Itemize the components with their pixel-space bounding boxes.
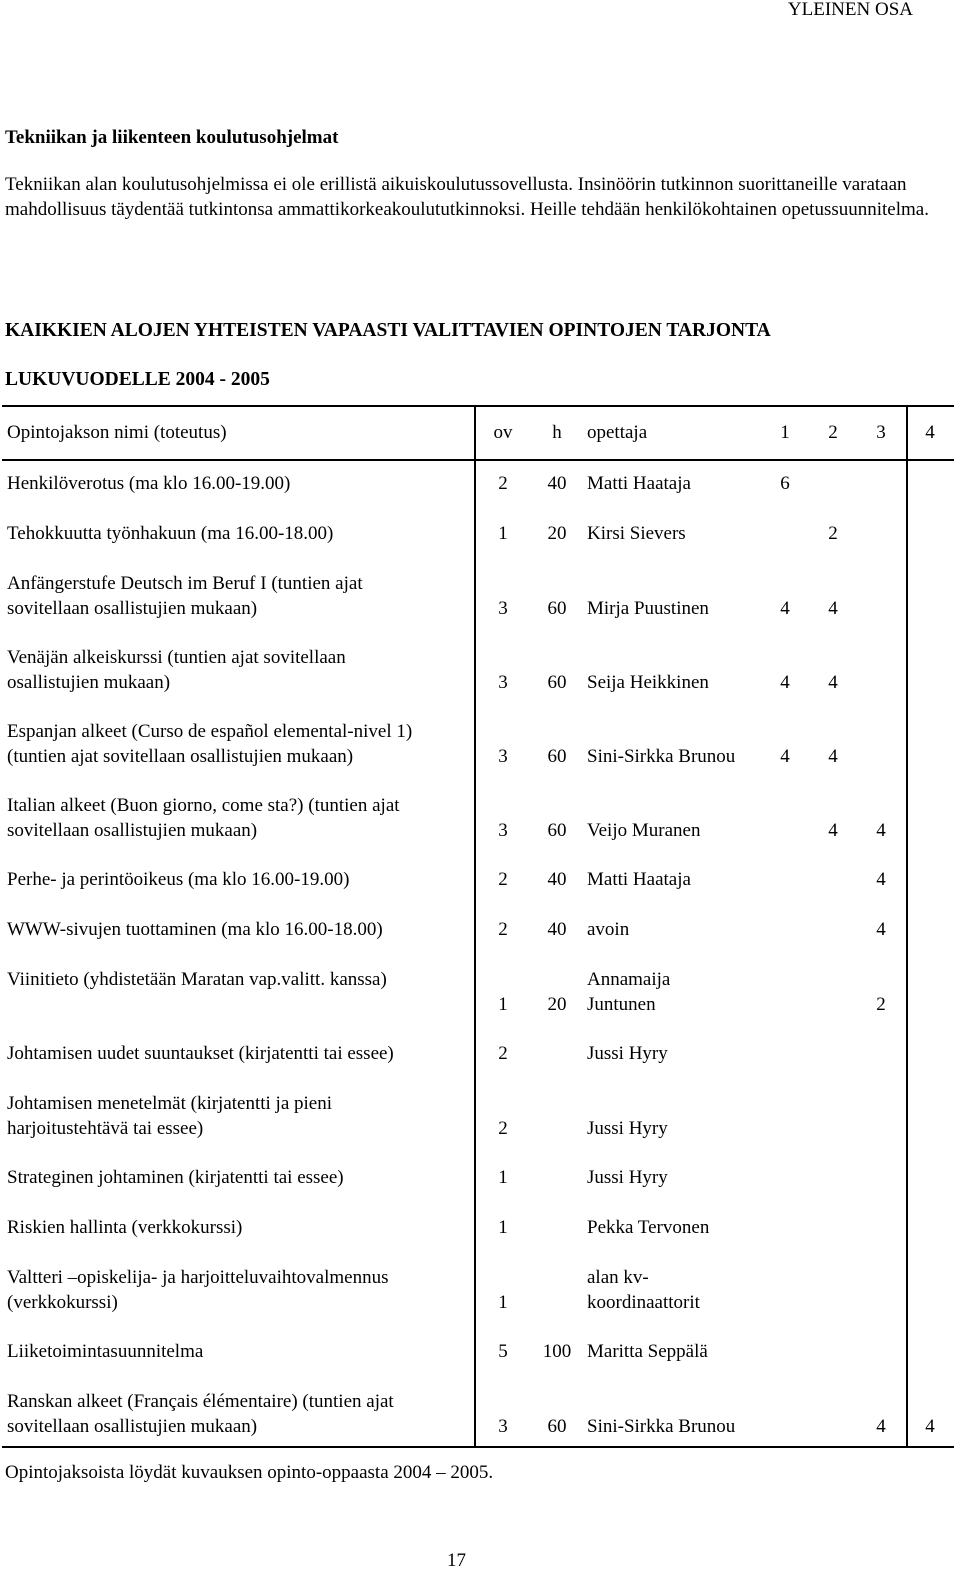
course-teacher: Veijo Muranen: [587, 819, 701, 841]
course-name: Italian alkeet (Buon giorno, come sta?) (tuntien ajat: [7, 795, 400, 816]
course-teacher: Sini-Sirkka Brunou: [587, 745, 736, 767]
period-2-value: 4: [828, 819, 838, 841]
course-teacher: Jussi Hyry: [587, 1117, 668, 1139]
course-credits: 1: [498, 1167, 508, 1188]
course-name: (verkkokurssi): [7, 1291, 118, 1313]
course-credits: 3: [498, 597, 508, 619]
course-credits: 2: [498, 869, 508, 890]
course-name: WWW-sivujen tuottaminen (ma klo 16.00-18.00): [7, 919, 383, 940]
course-teacher: Matti Haataja: [587, 473, 691, 494]
course-hours: 40: [547, 919, 567, 940]
course-credits: 1: [498, 523, 508, 544]
column-header-period-3: 3: [876, 422, 886, 443]
course-name: Espanjan alkeet (Curso de español elemental-nivel 1): [7, 721, 413, 742]
course-name: Valtteri –opiskelija- ja harjoitteluvaihtovalmennus: [7, 1267, 389, 1288]
course-name: Henkilöverotus (ma klo 16.00-19.00): [7, 473, 291, 494]
course-teacher: Matti Haataja: [587, 869, 691, 890]
period-3-value: 4: [876, 919, 886, 940]
course-name: Perhe- ja perintöoikeus (ma klo 16.00-19.00): [7, 869, 350, 890]
course-credits: 3: [498, 1415, 508, 1437]
course-name: Venäjän alkeiskurssi (tuntien ajat sovitellaan: [7, 647, 346, 668]
course-credits: 2: [498, 473, 508, 494]
course-credits: 2: [498, 1117, 508, 1139]
column-header-name: Opintojakson nimi (toteutus): [7, 422, 227, 443]
period-2-value: 2: [828, 523, 838, 544]
course-credits: 5: [498, 1341, 508, 1362]
course-teacher: Jussi Hyry: [587, 1043, 668, 1064]
column-header-h: h: [552, 422, 562, 443]
course-name: Tehokkuutta työnhakuun (ma 16.00-18.00): [7, 523, 334, 544]
course-credits: 1: [498, 993, 508, 1015]
period-3-value: 4: [876, 819, 886, 841]
course-credits: 3: [498, 819, 508, 841]
course-credits: 2: [498, 919, 508, 940]
course-teacher: Jussi Hyry: [587, 1167, 668, 1188]
period-3-value: 4: [876, 869, 886, 890]
column-divider: [474, 407, 476, 1446]
period-2-value: 4: [828, 597, 838, 619]
period-3-value: 4: [876, 1415, 886, 1437]
course-name: Riskien hallinta (verkkokurssi): [7, 1217, 243, 1238]
course-credits: 1: [498, 1217, 508, 1238]
period-4-value: 4: [925, 1415, 935, 1437]
period-1-value: 4: [780, 671, 790, 693]
course-hours: 60: [547, 819, 567, 841]
course-teacher: koordinaattorit: [587, 1291, 700, 1313]
column-divider: [906, 407, 908, 1446]
course-name: sovitellaan osallistujien mukaan): [7, 597, 258, 619]
course-name: Anfängerstufe Deutsch im Beruf I (tuntien ajat: [7, 573, 363, 594]
course-teacher: Kirsi Sievers: [587, 523, 686, 544]
course-name: Viinitieto (yhdistetään Maratan vap.valitt. kanssa): [7, 969, 387, 990]
period-2-value: 4: [828, 745, 838, 767]
course-name: Ranskan alkeet (Français élémentaire) (tuntien ajat: [7, 1391, 394, 1412]
footer-note: Opintojaksoista löydät kuvauksen opinto-oppaasta 2004 – 2005.: [5, 1462, 494, 1483]
period-3-value: 2: [876, 993, 886, 1015]
course-name: sovitellaan osallistujien mukaan): [7, 1415, 258, 1437]
course-teacher: Maritta Seppälä: [587, 1341, 708, 1362]
column-header-period-2: 2: [828, 422, 838, 443]
course-name: Johtamisen uudet suuntaukset (kirjatentti tai essee): [7, 1043, 394, 1064]
course-name: sovitellaan osallistujien mukaan): [7, 819, 258, 841]
course-hours: 60: [547, 1415, 567, 1437]
course-name: Johtamisen menetelmät (kirjatentti ja pieni: [7, 1093, 333, 1114]
course-hours: 20: [547, 523, 567, 544]
course-credits: 1: [498, 1291, 508, 1313]
offering-subheading: LUKUVUODELLE 2004 - 2005: [5, 369, 270, 390]
offering-heading: KAIKKIEN ALOJEN YHTEISTEN VAPAASTI VALITTAVIEN OPINTOJEN TARJONTA: [5, 320, 771, 341]
course-teacher: Sini-Sirkka Brunou: [587, 1415, 736, 1437]
intro-paragraph: Tekniikan alan koulutusohjelmissa ei ole erillistä aikuiskoulutussovellusta. Insinöörin tutkinnon suorittaneille varataan mahdollisuus täydentää tutkintonsa ammattikorkeakoulututkinnoksi. Heille tehdään henkilökohtainen opetussuunnitelma.: [5, 174, 929, 220]
course-credits: 3: [498, 671, 508, 693]
course-hours: 60: [547, 671, 567, 693]
course-name: Liiketoimintasuunnitelma: [7, 1341, 204, 1362]
section-title: Tekniikan ja liikenteen koulutusohjelmat: [5, 127, 339, 148]
page-number: 17: [447, 1550, 466, 1571]
course-teacher: avoin: [587, 919, 630, 940]
column-header-period-1: 1: [780, 422, 790, 443]
course-hours: 40: [547, 473, 567, 494]
course-teacher: Pekka Tervonen: [587, 1217, 710, 1238]
course-hours: 20: [547, 993, 567, 1015]
course-name: (tuntien ajat sovitellaan osallistujien mukaan): [7, 745, 354, 767]
course-credits: 2: [498, 1043, 508, 1064]
running-header: YLEINEN OSA: [787, 0, 913, 20]
period-1-value: 6: [780, 473, 790, 494]
course-teacher: Mirja Puustinen: [587, 597, 709, 619]
course-teacher: Annamaija: [587, 969, 671, 990]
column-header-period-4: 4: [925, 422, 935, 443]
course-hours: 60: [547, 745, 567, 767]
period-1-value: 4: [780, 745, 790, 767]
course-table: [2, 405, 954, 1448]
period-1-value: 4: [780, 597, 790, 619]
header-rule: [2, 459, 954, 461]
course-name: osallistujien mukaan): [7, 671, 171, 693]
course-hours: 100: [542, 1341, 572, 1362]
course-name: harjoitustehtävä tai essee): [7, 1117, 204, 1139]
course-teacher: alan kv-: [587, 1267, 649, 1288]
column-header-teacher: opettaja: [587, 422, 648, 443]
period-2-value: 4: [828, 671, 838, 693]
course-hours: 60: [547, 597, 567, 619]
course-teacher: Juntunen: [587, 993, 656, 1015]
course-credits: 3: [498, 745, 508, 767]
course-teacher: Seija Heikkinen: [587, 671, 709, 693]
course-name: Strateginen johtaminen (kirjatentti tai essee): [7, 1167, 344, 1188]
course-hours: 40: [547, 869, 567, 890]
column-header-ov: ov: [493, 422, 513, 443]
